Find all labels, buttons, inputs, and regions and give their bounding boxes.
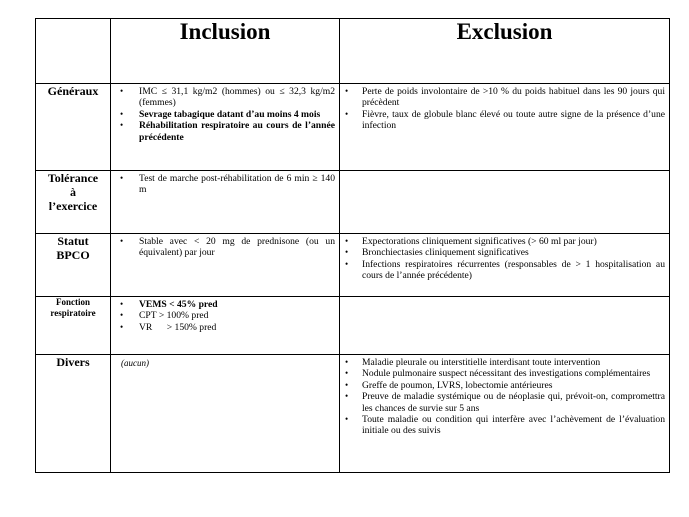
exclusion-cell bbox=[340, 355, 670, 473]
bullet-icon: • bbox=[345, 391, 349, 402]
list-item: • Perte de poids involontaire de >10 % du poids habituel dans les 90 jours qui précèdent bbox=[345, 86, 665, 109]
table-row bbox=[36, 171, 670, 234]
exclusion-cell bbox=[340, 297, 670, 355]
table-row bbox=[36, 355, 670, 473]
bullet-icon: • bbox=[120, 120, 124, 131]
bullet-icon: • bbox=[120, 173, 124, 183]
list-item: • Nodule pulmonaire suspect nécessitant des investigations complémentaires bbox=[345, 368, 651, 380]
inclusion-cell bbox=[111, 171, 340, 234]
row-label-line: l’exercice bbox=[48, 199, 98, 213]
list-item: • Réhabilitation respiratoire au cours de l’année précédente bbox=[120, 120, 335, 143]
table-row bbox=[36, 84, 670, 171]
corner-cell bbox=[36, 19, 111, 84]
list-item: • Test de marche post-réhabilitation de 6 min ≥ 140 m bbox=[120, 173, 335, 196]
bullet-icon: • bbox=[345, 236, 349, 246]
table-row bbox=[36, 234, 670, 297]
bullet-icon: • bbox=[345, 368, 349, 379]
list-item: • Toute maladie ou condition qui interfère avec l’achèvement de l’évaluation initiale ou des suivis bbox=[345, 414, 665, 437]
list-item: • Bronchiectasies cliniquement significatives bbox=[345, 247, 529, 259]
list-item: • CPT > 100% pred bbox=[120, 310, 209, 322]
exclusion-header: Exclusion bbox=[340, 19, 670, 84]
inclusion-cell bbox=[111, 355, 340, 473]
row-label-tolerance bbox=[36, 171, 111, 234]
list-item: • Infections respiratoires récurrentes (responsables de > 1 hospitalisation au cours de l’année précédente) bbox=[345, 258, 665, 282]
row-label-line: Généraux bbox=[47, 84, 99, 98]
list-item: • Maladie pleurale ou interstitielle interdisant toute intervention bbox=[345, 357, 601, 368]
criteria-table bbox=[35, 18, 670, 473]
bullet-icon: • bbox=[120, 86, 124, 96]
row-label-line: Tolérance bbox=[47, 171, 99, 185]
table-row bbox=[36, 297, 670, 355]
row-label-statut-bpco bbox=[36, 234, 111, 297]
inclusion-cell bbox=[111, 234, 340, 297]
none-note: (aucun) bbox=[121, 358, 149, 368]
row-label-fonction-respiratoire bbox=[36, 297, 111, 355]
list-item: • Expectorations cliniquement significatives (> 60 ml par jour) bbox=[345, 236, 597, 247]
bullet-icon: • bbox=[345, 379, 349, 390]
row-label-divers bbox=[36, 355, 111, 473]
bullet-icon: • bbox=[120, 321, 124, 332]
row-label-generaux bbox=[36, 84, 111, 171]
list-item: • Greffe de poumon, LVRS, lobectomie antérieures bbox=[345, 379, 553, 391]
inclusion-cell bbox=[111, 297, 340, 355]
exclusion-cell bbox=[340, 234, 670, 297]
row-label-line: à bbox=[70, 185, 76, 199]
row-label-line: BPCO bbox=[56, 248, 90, 262]
bullet-icon: • bbox=[345, 357, 349, 367]
bullet-icon: • bbox=[345, 247, 349, 258]
row-label-line: respiratoire bbox=[50, 308, 96, 318]
list-item: • Stable avec < 20 mg de prednisone (ou un équivalent) par jour bbox=[120, 236, 335, 259]
bullet-icon: • bbox=[120, 108, 124, 119]
inclusion-header: Inclusion bbox=[111, 19, 340, 84]
header-row bbox=[36, 19, 670, 84]
bullet-icon: • bbox=[345, 258, 349, 269]
bullet-icon: • bbox=[345, 414, 349, 425]
bullet-icon: • bbox=[120, 299, 124, 309]
exclusion-cell bbox=[340, 84, 670, 171]
list-item: • Preuve de maladie systémique ou de néoplasie qui, prévoit-on, compromettra les chances de survie sur 5 ans bbox=[345, 391, 665, 414]
list-item: • Sevrage tabagique datant d’au moins 4 mois bbox=[120, 108, 321, 120]
row-label-line: Statut bbox=[57, 234, 89, 248]
list-item: • VEMS < 45% pred bbox=[120, 299, 218, 310]
list-item: • IMC ≤ 31,1 kg/m2 (hommes) ou ≤ 32,3 kg/m2 (femmes) bbox=[120, 86, 335, 109]
inclusion-cell bbox=[111, 84, 340, 171]
exclusion-cell bbox=[340, 171, 670, 234]
bullet-icon: • bbox=[345, 86, 349, 96]
row-label-line: Fonction bbox=[55, 297, 90, 307]
row-label-line: Divers bbox=[56, 355, 90, 369]
list-item: • Fièvre, taux de globule blanc élevé ou toute autre signe de la présence d’une infection bbox=[345, 108, 665, 132]
bullet-icon: • bbox=[345, 108, 349, 119]
bullet-icon: • bbox=[120, 310, 124, 321]
list-item: • VR > 150% pred bbox=[120, 321, 217, 333]
bullet-icon: • bbox=[120, 236, 124, 246]
